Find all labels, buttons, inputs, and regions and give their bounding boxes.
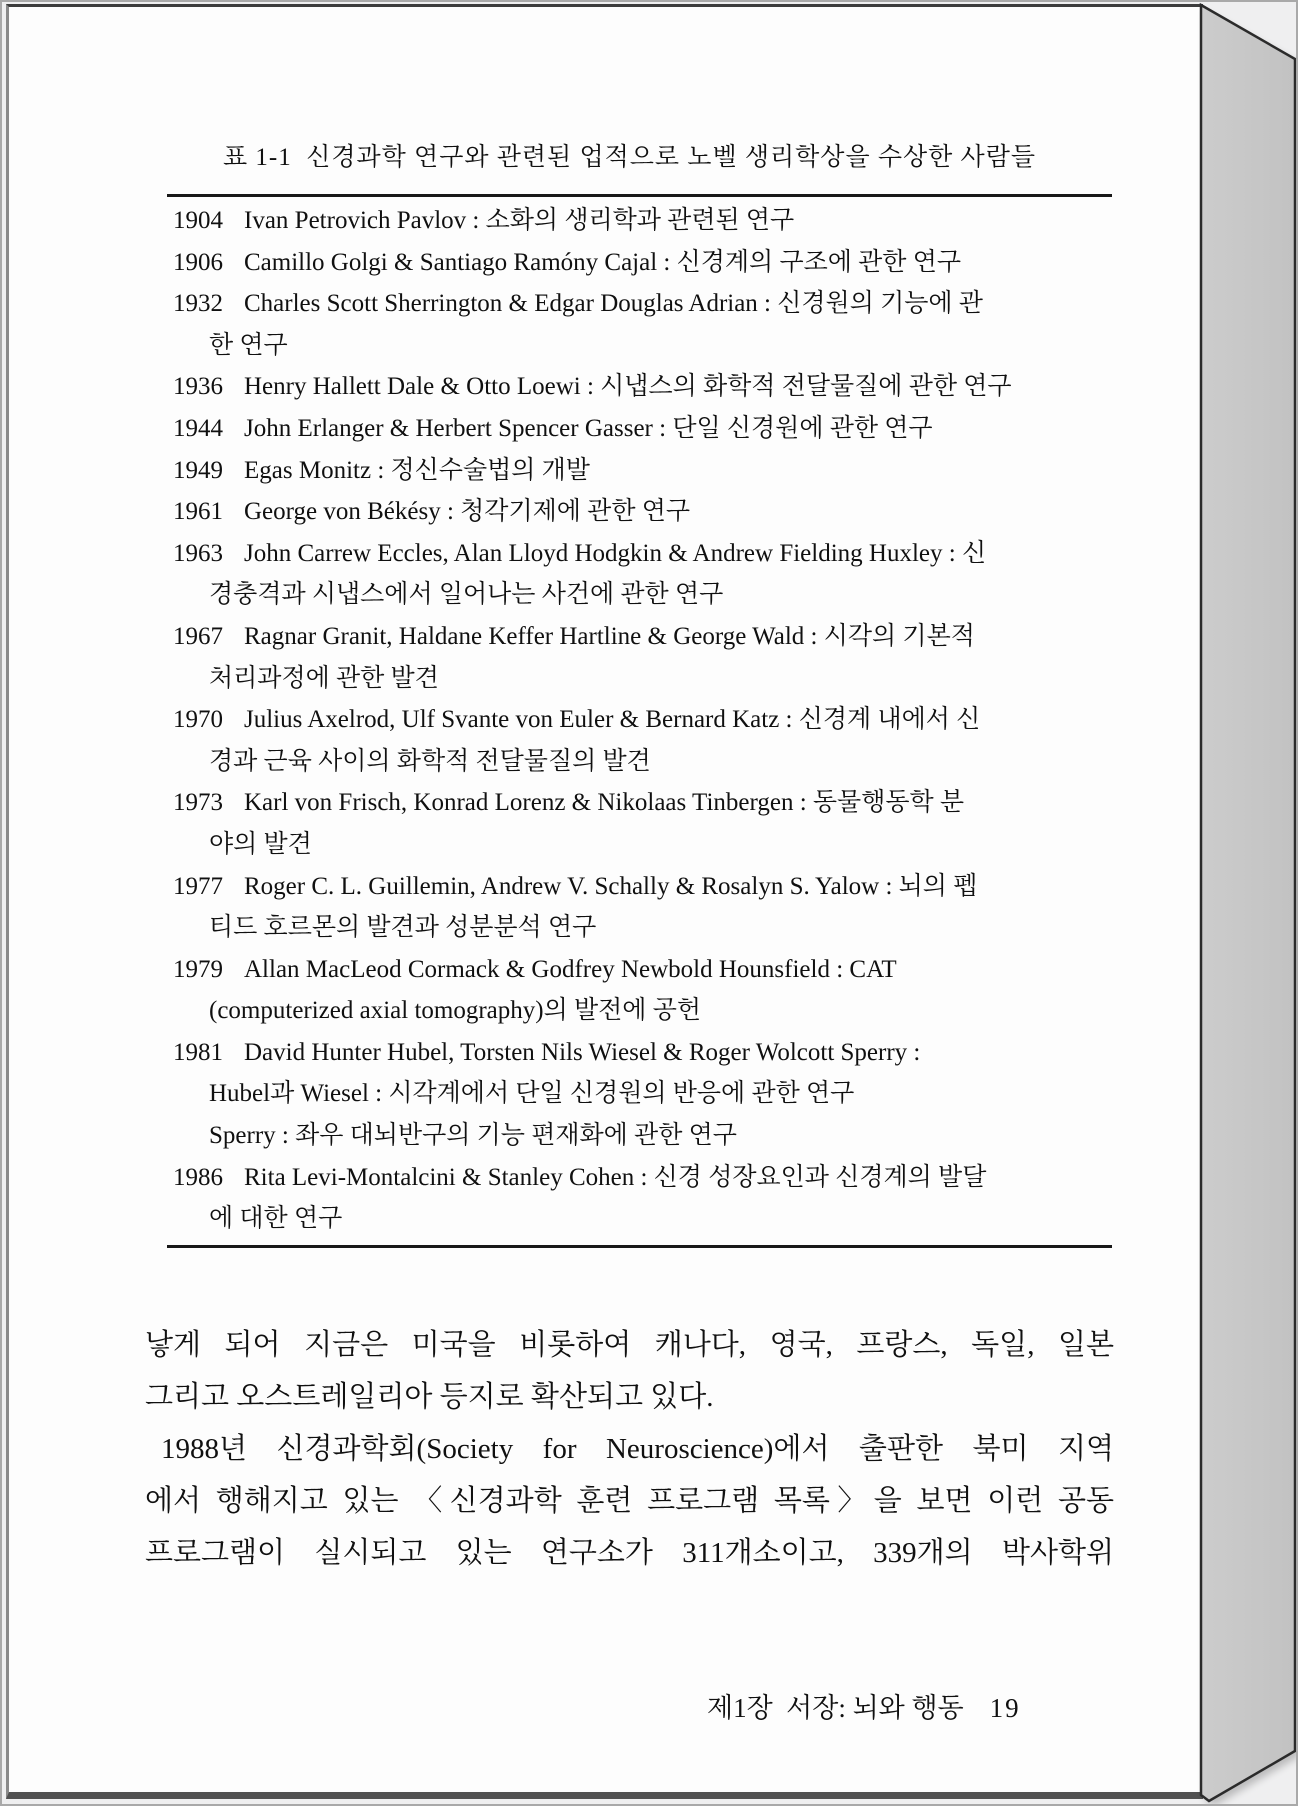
entry-text: Charles Scott Sherrington & Edgar Douglas Adrian : 신경원의 기능에 관 xyxy=(244,290,983,318)
table-row xyxy=(173,782,1114,865)
table-row xyxy=(173,242,1114,284)
running-footer xyxy=(653,1655,1021,1756)
entry-text: Roger C. L. Guillemin, Andrew V. Schally & Rosalyn S. Yalow : 뇌의 펩 xyxy=(244,872,978,900)
year-label: 1944 xyxy=(173,414,223,442)
entry-text: Egas Monitz : 정신수술법의 개발 xyxy=(244,456,590,484)
body-line: 1988년 신경과학회(Society for Neuroscience)에서 출판한 북미 지역 xyxy=(161,1433,1114,1465)
entry-text: George von Békésy : 청각기제에 관한 연구 xyxy=(244,498,691,526)
table-rule-bottom xyxy=(167,1245,1112,1248)
entry-continuation: Hubel과 Wiesel : 시각계에서 단일 신경원의 반응에 관한 연구 xyxy=(209,1080,855,1108)
table-row xyxy=(173,408,1114,450)
entry-text: David Hunter Hubel, Torsten Nils Wiesel & Roger Wolcott Sperry : xyxy=(244,1038,921,1066)
table-row xyxy=(173,200,1114,242)
table-row xyxy=(173,450,1114,492)
table-row xyxy=(173,491,1114,533)
year-label: 1932 xyxy=(173,290,223,318)
entry-text: Ivan Petrovich Pavlov : 소화의 생리학과 관련된 연구 xyxy=(244,207,795,234)
entry-text: Ragnar Granit, Haldane Keffer Hartline & George Wald : 시각의 기본적 xyxy=(244,622,975,650)
body-line: 프로그램이 실시되고 있는 연구소가 311개소이고, 339개의 박사학위 xyxy=(145,1537,1114,1569)
table-rule-top xyxy=(167,194,1112,197)
entry-continuation: 티드 호르몬의 발견과 성분분석 연구 xyxy=(209,914,597,942)
page-content xyxy=(145,7,1114,1792)
nobel-laureates-table xyxy=(173,200,1114,1240)
entry-continuation: (computerized axial tomography)의 발전에 공헌 xyxy=(209,997,701,1025)
entry-continuation: 한 연구 xyxy=(209,331,288,359)
table-row xyxy=(173,366,1114,408)
table-caption: 표 1-1 신경과학 연구와 관련된 업적으로 노벨 생리학상을 수상한 사람들 xyxy=(222,144,1037,171)
year-label: 1936 xyxy=(173,373,223,401)
body-line: 낳게 되어 지금은 미국을 비롯하여 캐나다, 영국, 프랑스, 독일, 일본 xyxy=(145,1329,1114,1361)
footer-page-number: 19 xyxy=(989,1693,1021,1723)
year-label: 1979 xyxy=(173,955,223,983)
year-label: 1986 xyxy=(173,1163,223,1191)
year-label: 1973 xyxy=(173,789,223,817)
entry-text: John Erlanger & Herbert Spencer Gasser : 단일 신경원에 관한 연구 xyxy=(244,414,933,442)
entry-continuation: 에 대한 연구 xyxy=(209,1205,343,1233)
body-text xyxy=(145,1319,1114,1579)
year-label: 1961 xyxy=(173,498,223,526)
year-label: 1977 xyxy=(173,872,223,900)
entry-continuation: Sperry : 좌우 대뇌반구의 기능 편재화에 관한 연구 xyxy=(209,1122,737,1150)
entry-text: Julius Axelrod, Ulf Svante von Euler & Bernard Katz : 신경계 내에서 신 xyxy=(244,706,981,734)
entry-text: John Carrew Eccles, Alan Lloyd Hodgkin & Andrew Fielding Huxley : 신 xyxy=(244,539,987,567)
year-label: 1949 xyxy=(173,456,223,484)
year-label: 1904 xyxy=(173,207,223,234)
entry-text: Camillo Golgi & Santiago Ramóny Cajal : 신경계의 구조에 관한 연구 xyxy=(244,248,962,276)
year-label: 1963 xyxy=(173,539,223,567)
table-row xyxy=(173,616,1114,699)
entry-text: Allan MacLeod Cormack & Godfrey Newbold Hounsfield : CAT xyxy=(244,955,897,983)
entry-continuation: 야의 발견 xyxy=(209,830,312,858)
entry-text: Karl von Frisch, Konrad Lorenz & Nikolaas Tinbergen : 동물행동학 분 xyxy=(244,789,965,817)
table-row xyxy=(173,1157,1114,1240)
entry-continuation: 처리과정에 관한 발견 xyxy=(209,664,439,692)
body-line: 그리고 오스트레일리아 등지로 확산되고 있다. xyxy=(145,1381,714,1413)
entry-text: Henry Hallett Dale & Otto Loewi : 시냅스의 화학적 전달물질에 관한 연구 xyxy=(244,373,1012,401)
table-row xyxy=(173,1032,1114,1157)
footer-chapter-title: 제1장 서장: 뇌와 행동 xyxy=(707,1693,964,1723)
entry-continuation: 경충격과 시냅스에서 일어나는 사건에 관한 연구 xyxy=(209,581,724,609)
table-row xyxy=(173,949,1114,1032)
entry-continuation: 경과 근육 사이의 화학적 전달물질의 발견 xyxy=(209,747,651,775)
table-row xyxy=(173,283,1114,366)
year-label: 1981 xyxy=(173,1038,223,1066)
entry-text: Rita Levi-Montalcini & Stanley Cohen : 신경 성장요인과 신경계의 발달 xyxy=(244,1163,987,1191)
year-label: 1967 xyxy=(173,622,223,650)
table-row xyxy=(173,866,1114,949)
year-label: 1906 xyxy=(173,248,223,276)
year-label: 1970 xyxy=(173,706,223,734)
table-row xyxy=(173,699,1114,782)
fore-edge-shadow xyxy=(1205,12,1298,1806)
fore-edge-face xyxy=(1201,5,1295,1801)
table-row xyxy=(173,533,1114,616)
body-line: 에서 행해지고 있는 〈신경과학 훈련 프로그램 목록〉을 보면 이런 공동 xyxy=(145,1485,1114,1517)
page-sheet xyxy=(6,4,1203,1799)
